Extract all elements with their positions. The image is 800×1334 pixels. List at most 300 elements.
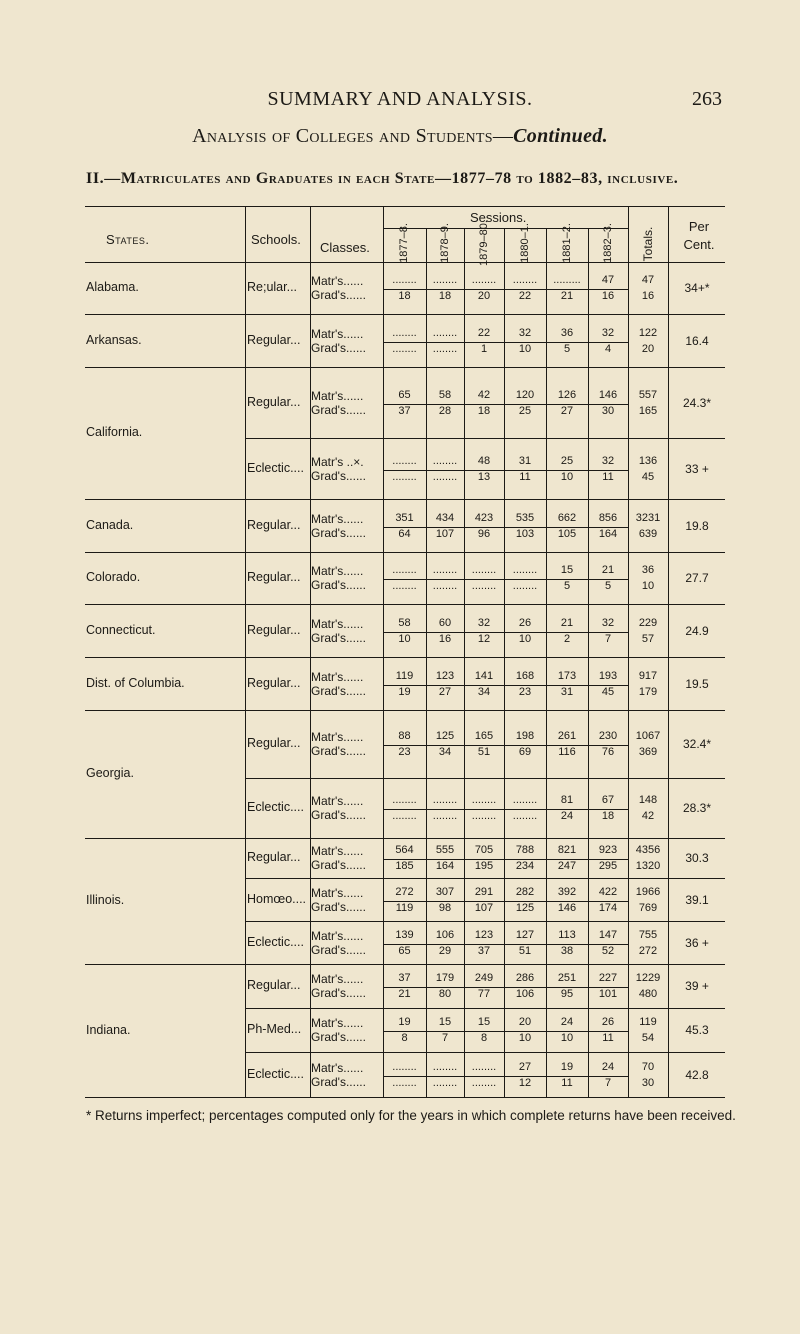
group-rule: [85, 657, 725, 658]
group-rule: [85, 552, 725, 553]
value-matr: 123: [474, 928, 494, 941]
value-grad: 10: [518, 342, 532, 355]
value-matr: 705: [474, 844, 494, 856]
value-matr: ........: [392, 564, 417, 576]
column-rule: [546, 228, 547, 1097]
value-grad: 10: [518, 1032, 532, 1044]
value-grad: 19: [398, 685, 411, 698]
value-matr: ........: [392, 794, 417, 806]
value-matr: 123: [435, 669, 455, 682]
table-title: [0, 125, 800, 148]
column-rule: [426, 228, 427, 1097]
school-type: Regular...: [247, 622, 301, 637]
value-matr: 1229: [635, 972, 661, 984]
class-matr: Matr's......: [311, 730, 364, 744]
value-matr: 351: [395, 511, 414, 524]
value-grad: 125: [515, 901, 535, 914]
value-matr: 141: [474, 669, 494, 682]
value-grad: 23: [518, 685, 532, 698]
per-cent-value: 34+*: [684, 281, 710, 295]
value-grad: 45: [601, 685, 615, 698]
value-matr: 119: [639, 1016, 657, 1028]
value-matr: 3231: [635, 511, 661, 524]
value-grad: 195: [474, 860, 494, 872]
class-grad: Grad's......: [311, 340, 366, 355]
value-matr: 173: [557, 669, 577, 682]
value-grad: 64: [398, 527, 411, 540]
value-grad: ........: [432, 810, 458, 822]
class-grad: Grad's......: [311, 630, 366, 645]
header-year: 1879–80.: [478, 220, 490, 266]
per-cent-value: 36 +: [685, 935, 709, 950]
value-grad: ........: [392, 470, 417, 483]
value-grad: 369: [638, 746, 658, 758]
value-grad: 272: [638, 944, 658, 957]
column-rule: [588, 228, 589, 1097]
value-matr: ........: [392, 326, 417, 339]
value-grad: 77: [477, 988, 491, 1000]
value-matr: 249: [474, 972, 494, 984]
class-grad: Grad's......: [311, 578, 366, 592]
school-type: Regular...: [247, 517, 301, 532]
value-matr: 19: [398, 1016, 411, 1028]
school-type: Regular...: [247, 675, 301, 690]
value-grad: 119: [395, 901, 414, 914]
value-matr: 119: [395, 669, 414, 682]
value-grad: 18: [477, 404, 491, 417]
value-matr: 856: [598, 511, 618, 524]
group-rule: [85, 499, 725, 500]
value-matr: 15: [560, 564, 574, 576]
header-per-cent: Per Cent.: [683, 219, 715, 252]
value-matr: 113: [558, 928, 576, 941]
value-matr: 923: [598, 844, 618, 856]
value-grad: 23: [398, 746, 411, 758]
value-matr: 26: [601, 1016, 615, 1028]
value-grad: 295: [598, 860, 618, 872]
value-grad: 20: [477, 290, 491, 302]
value-matr: 15: [438, 1016, 452, 1028]
value-grad: 65: [398, 944, 411, 957]
value-grad: 16: [438, 632, 452, 645]
state-name: Colorado.: [86, 570, 141, 584]
value-grad: 11: [561, 1076, 573, 1089]
value-matr: 106: [435, 928, 455, 941]
value-grad: 21: [560, 290, 574, 302]
class-grad: Grad's......: [311, 899, 366, 914]
value-matr: 1067: [635, 730, 661, 742]
group-rule: [85, 604, 725, 605]
value-matr: 147: [598, 928, 618, 941]
value-grad: 80: [438, 988, 452, 1000]
value-matr: 179: [435, 972, 455, 984]
group-rule: [85, 314, 725, 315]
value-matr: 392: [557, 885, 577, 898]
class-grad: Grad's......: [311, 808, 366, 822]
value-grad: 234: [515, 860, 535, 872]
per-cent-value: 19.5: [685, 676, 709, 691]
subgroup-rule: [245, 778, 725, 779]
value-matr: ........: [471, 274, 497, 286]
value-matr: 423: [474, 511, 494, 524]
value-matr: ........: [512, 794, 538, 806]
value-grad: 164: [598, 527, 618, 540]
school-type: Eclectic....: [247, 460, 304, 475]
class-matr: Matr's......: [311, 1016, 364, 1030]
per-cent-value: 27.7: [685, 571, 709, 585]
value-grad: 51: [518, 944, 532, 957]
value-grad: 20: [641, 342, 655, 355]
value-matr: ........: [432, 794, 458, 806]
value-matr: ........: [432, 1060, 458, 1073]
per-cent-value: 32.4*: [682, 737, 712, 751]
value-matr: 42: [477, 388, 491, 401]
value-grad: 185: [395, 860, 414, 872]
value-grad: ........: [512, 810, 538, 822]
value-grad: 18: [438, 290, 452, 302]
value-matr: 229: [638, 616, 658, 629]
school-type: Eclectic....: [247, 1066, 304, 1081]
header-year: 1881–2.: [561, 223, 573, 263]
value-matr: 24: [560, 1016, 574, 1028]
school-type: Re;ular...: [247, 280, 298, 294]
value-matr: 282: [515, 885, 535, 898]
value-grad: 13: [477, 470, 491, 483]
value-grad: ........: [471, 1076, 497, 1089]
value-matr: 662: [557, 511, 577, 524]
value-matr: ........: [471, 794, 497, 806]
class-matr: Matr's......: [311, 326, 364, 341]
state-name: Georgia.: [86, 766, 134, 780]
school-type: Regular...: [247, 394, 301, 409]
value-grad: 12: [477, 632, 491, 645]
value-matr: ........: [432, 274, 458, 286]
state-name: Connecticut.: [86, 622, 156, 637]
value-matr: 139: [395, 928, 414, 941]
class-grad: Grad's......: [311, 402, 366, 417]
value-grad: 769: [638, 901, 658, 914]
subgroup-rule: [245, 1008, 725, 1009]
header-year: 1877–8.: [398, 223, 410, 263]
value-grad: 1320: [635, 860, 661, 872]
value-grad: 54: [641, 1032, 655, 1044]
value-matr: ........: [392, 1060, 417, 1073]
header-totals: Totals.: [641, 226, 655, 262]
per-cent-value: 39.1: [685, 892, 709, 907]
value-matr: 127: [515, 928, 535, 941]
value-matr: ........: [471, 1060, 497, 1073]
value-grad: 639: [638, 527, 658, 540]
group-rule: [85, 367, 725, 368]
value-matr: 122: [638, 326, 658, 339]
value-grad: 5: [563, 342, 571, 355]
value-grad: 107: [435, 527, 455, 540]
school-type: Regular...: [247, 736, 301, 750]
class-matr: Matr's ..×.: [311, 454, 364, 469]
value-grad: 27: [438, 685, 452, 698]
value-grad: 37: [398, 404, 411, 417]
value-grad: ........: [432, 580, 458, 592]
value-matr: 58: [398, 616, 411, 629]
value-matr: 126: [557, 388, 577, 401]
school-type: Ph-Med...: [247, 1022, 302, 1036]
value-grad: 18: [601, 810, 615, 822]
value-matr: ........: [392, 274, 417, 286]
value-grad: 31: [560, 685, 574, 698]
value-grad: 34: [438, 746, 452, 758]
value-grad: 38: [560, 944, 574, 957]
value-matr: 120: [515, 388, 535, 401]
value-matr: 555: [435, 844, 455, 856]
state-name: Dist. of Columbia.: [86, 675, 185, 690]
value-matr: 4356: [635, 844, 661, 856]
value-matr: 755: [638, 928, 658, 941]
sessions-rule: [383, 228, 628, 229]
value-grad: 42: [641, 810, 655, 822]
value-matr: 70: [641, 1060, 655, 1073]
value-matr: 32: [518, 326, 532, 339]
page-number: 263: [692, 88, 722, 110]
value-matr: 36: [641, 564, 655, 576]
value-grad: 107: [474, 901, 494, 914]
value-matr: 36: [560, 326, 574, 339]
value-matr: 272: [395, 885, 414, 898]
value-grad: 7: [604, 1076, 612, 1089]
subgroup-rule: [245, 921, 725, 922]
per-cent-value: 24.9: [685, 623, 709, 638]
class-matr: Matr's......: [311, 794, 364, 808]
value-grad: ........: [392, 1076, 417, 1089]
value-matr: 136: [638, 454, 658, 467]
state-name: Canada.: [86, 517, 134, 532]
value-grad: 5: [563, 580, 571, 592]
value-matr: 22: [477, 326, 491, 339]
class-matr: Matr's......: [311, 616, 364, 631]
value-matr: 917: [638, 669, 658, 682]
value-grad: 10: [641, 580, 655, 592]
value-matr: ........: [512, 564, 538, 576]
value-grad: 22: [518, 290, 532, 302]
class-matr: Matr's......: [311, 669, 364, 684]
value-grad: ........: [432, 470, 458, 483]
value-matr: 21: [560, 616, 574, 629]
class-grad: Grad's......: [311, 525, 366, 540]
value-matr: 422: [598, 885, 618, 898]
value-matr: 88: [398, 730, 411, 742]
value-matr: 21: [601, 564, 615, 576]
school-type: Regular...: [247, 332, 301, 347]
value-matr: 307: [435, 885, 455, 898]
value-grad: 45: [641, 470, 655, 483]
value-grad: ........: [392, 342, 417, 355]
state-name: Arkansas.: [86, 332, 142, 347]
value-grad: 179: [638, 685, 658, 698]
value-matr: 37: [398, 972, 411, 984]
school-type: Regular...: [247, 978, 301, 992]
value-grad: 16: [641, 290, 655, 302]
value-grad: 8: [480, 1032, 488, 1044]
value-matr: 48: [477, 454, 491, 467]
value-grad: 103: [515, 527, 535, 540]
class-grad: Grad's......: [311, 1030, 366, 1044]
value-grad: 165: [638, 404, 658, 417]
value-grad: 12: [518, 1076, 532, 1089]
school-type: Regular...: [247, 570, 301, 584]
value-grad: 28: [438, 404, 452, 417]
header-sessions: Sessions.: [470, 210, 527, 225]
value-grad: 8: [401, 1032, 408, 1044]
value-matr: 19: [560, 1060, 574, 1073]
value-matr: 125: [435, 730, 455, 742]
value-matr: 286: [515, 972, 535, 984]
value-matr: 60: [438, 616, 452, 629]
value-grad: 34: [477, 685, 491, 698]
value-grad: 247: [557, 860, 577, 872]
school-type: Eclectic....: [247, 934, 304, 949]
per-cent-value: 39 +: [685, 979, 709, 993]
value-grad: 10: [518, 632, 532, 645]
value-grad: 105: [557, 527, 577, 540]
value-grad: 96: [477, 527, 491, 540]
value-matr: 58: [438, 388, 452, 401]
value-grad: 98: [438, 901, 452, 914]
value-grad: 30: [641, 1076, 655, 1089]
value-grad: 5: [604, 580, 612, 592]
table-bottom-rule: [85, 1097, 725, 1098]
value-grad: 57: [641, 632, 655, 645]
value-grad: 51: [477, 746, 491, 758]
value-matr: 261: [557, 730, 577, 742]
value-matr: 47: [601, 274, 615, 286]
class-matr: Matr's......: [311, 511, 364, 526]
value-matr: 32: [477, 616, 491, 629]
running-head: SUMMARY AND ANALYSIS.: [267, 88, 533, 110]
value-grad: 7: [604, 632, 612, 645]
class-grad: Grad's......: [311, 986, 366, 1000]
value-matr: 20: [518, 1016, 532, 1028]
value-grad: ........: [471, 810, 497, 822]
value-matr: .........: [553, 274, 581, 286]
header-year: 1882–3.: [602, 223, 614, 263]
value-matr: 557: [638, 388, 658, 401]
state-name: Indiana.: [86, 1022, 131, 1037]
value-grad: 164: [435, 860, 455, 872]
per-cent-value: 33 +: [685, 461, 709, 476]
class-grad: Grad's......: [311, 288, 366, 302]
value-grad: 11: [602, 1032, 614, 1044]
value-matr: 67: [601, 794, 615, 806]
value-grad: 480: [638, 988, 658, 1000]
value-matr: 31: [518, 454, 532, 467]
per-cent-value: 45.3: [685, 1023, 709, 1037]
value-matr: 32: [601, 454, 615, 467]
value-grad: 2: [563, 632, 571, 645]
value-grad: 76: [601, 746, 615, 758]
value-matr: 535: [515, 511, 535, 524]
class-grad: Grad's......: [311, 1074, 366, 1089]
group-rule: [85, 964, 725, 965]
value-matr: 168: [515, 669, 535, 682]
value-grad: ........: [471, 580, 497, 592]
header-states: States.: [106, 232, 150, 247]
per-cent-value: 30.3: [685, 851, 709, 865]
value-grad: 69: [518, 746, 532, 758]
group-rule: [85, 838, 725, 839]
class-matr: Matr's......: [311, 274, 364, 288]
group-rule: [85, 710, 725, 711]
value-matr: 251: [557, 972, 577, 984]
page-header: [0, 88, 800, 112]
column-rule: [504, 228, 505, 1097]
value-matr: 788: [515, 844, 535, 856]
value-grad: 16: [601, 290, 615, 302]
value-grad: ........: [392, 580, 417, 592]
class-matr: Matr's......: [311, 928, 364, 943]
value-matr: 81: [560, 794, 574, 806]
subgroup-rule: [245, 438, 725, 439]
state-name: Illinois.: [86, 893, 125, 907]
value-matr: 32: [601, 326, 615, 339]
class-grad: Grad's......: [311, 744, 366, 758]
class-matr: Matr's......: [311, 564, 364, 578]
value-grad: 27: [560, 404, 574, 417]
value-matr: 24: [601, 1060, 615, 1073]
column-rule: [464, 228, 465, 1097]
value-matr: 227: [598, 972, 618, 984]
value-matr: 193: [598, 669, 618, 682]
header-schools: Schools.: [251, 232, 301, 247]
class-grad: Grad's......: [311, 683, 366, 698]
class-matr: Matr's......: [311, 844, 364, 858]
header-year: 1878–9.: [439, 223, 451, 263]
value-grad: 24: [560, 810, 574, 822]
state-name: Alabama.: [86, 280, 139, 294]
class-matr: Matr's......: [311, 1060, 364, 1075]
table-top-rule: [85, 206, 725, 207]
value-grad: 21: [398, 988, 411, 1000]
header-year: 1880–1.: [519, 223, 531, 263]
value-grad: 11: [602, 470, 614, 483]
value-grad: ........: [432, 342, 458, 355]
value-matr: ........: [392, 454, 417, 467]
value-matr: 434: [435, 511, 455, 524]
value-grad: 29: [438, 944, 452, 957]
value-grad: 18: [398, 290, 411, 302]
value-grad: 4: [604, 342, 612, 355]
value-grad: 95: [560, 988, 574, 1000]
class-grad: Grad's......: [311, 942, 366, 957]
value-grad: 7: [441, 1032, 449, 1044]
value-matr: 26: [518, 616, 532, 629]
value-grad: 10: [560, 1032, 574, 1044]
school-type: Homœo....: [247, 891, 307, 906]
per-cent-value: 24.3*: [682, 395, 712, 410]
value-grad: 25: [518, 404, 532, 417]
value-grad: ........: [512, 580, 538, 592]
school-type: Eclectic....: [247, 800, 304, 814]
value-grad: ........: [392, 810, 417, 822]
subgroup-rule: [245, 1052, 725, 1053]
per-cent-value: 19.8: [685, 518, 709, 533]
value-matr: 32: [601, 616, 615, 629]
class-matr: Matr's......: [311, 972, 364, 986]
value-grad: 1: [480, 342, 488, 355]
value-matr: 1966: [635, 885, 661, 898]
value-grad: 10: [560, 470, 574, 483]
class-matr: Matr's......: [311, 388, 364, 403]
value-matr: 15: [477, 1016, 491, 1028]
table-title-continued: Continued.: [513, 125, 608, 147]
